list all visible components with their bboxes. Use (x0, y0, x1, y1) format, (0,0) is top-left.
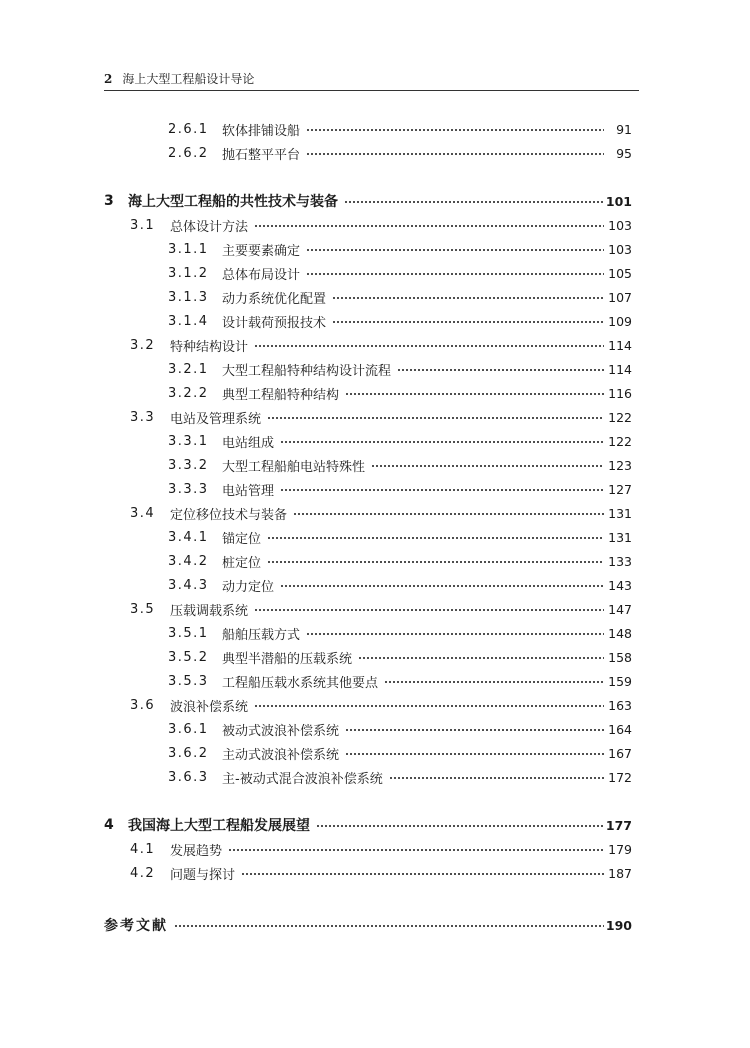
toc-entry[interactable] (130, 863, 632, 883)
dot-leader (254, 705, 604, 707)
dot-leader (344, 201, 604, 203)
toc-entry[interactable] (104, 915, 632, 935)
toc-entry-page: 105 (608, 265, 632, 281)
toc-entry-page: 187 (608, 865, 632, 881)
toc-entry[interactable] (130, 335, 632, 355)
toc-entry-title: 海上大型工程船的共性技术与装备 (128, 194, 338, 210)
toc-entry-title: 抛石整平平台 (222, 147, 301, 163)
toc-entry-title: 压载调载系统 (170, 603, 249, 619)
toc-entry-page: 172 (608, 769, 632, 785)
toc-entry-page: 190 (605, 917, 632, 933)
toc-entry-page: 122 (608, 409, 632, 425)
toc-entry-number: 3.3.3 (168, 481, 209, 497)
dot-leader (306, 633, 604, 635)
toc-entry[interactable] (130, 599, 632, 619)
toc-entry[interactable] (168, 455, 632, 475)
toc-entry[interactable] (168, 551, 632, 571)
toc-entry-number: 4.1 (130, 841, 156, 857)
toc-entry-number: 4.2 (130, 865, 156, 881)
toc-entry-title: 被动式波浪补偿系统 (222, 723, 340, 739)
dot-leader (293, 513, 604, 515)
toc-entry-number: 3.6.3 (168, 769, 209, 785)
toc-entry-page: 131 (608, 529, 632, 545)
dot-leader (345, 393, 604, 395)
toc-entry-title: 我国海上大型工程船发展展望 (128, 818, 310, 834)
toc-entry-title: 动力定位 (222, 579, 275, 595)
dot-leader (306, 129, 604, 131)
dot-leader (267, 561, 604, 563)
toc-entry[interactable] (104, 191, 632, 211)
toc-entry-page: 133 (608, 553, 632, 569)
dot-leader (280, 489, 604, 491)
dot-leader (345, 729, 604, 731)
dot-leader (228, 849, 604, 851)
toc-entry[interactable] (130, 503, 632, 523)
toc-entry-title: 特种结构设计 (170, 339, 249, 355)
dot-leader (241, 873, 604, 875)
toc-entry-title: 电站组成 (222, 435, 275, 451)
toc-entry[interactable] (130, 215, 632, 235)
header-book-title: 海上大型工程船设计导论 (122, 72, 255, 86)
toc-entry-number: 4 (104, 817, 114, 833)
dot-leader (254, 609, 604, 611)
toc-entry-page: 147 (608, 601, 632, 617)
toc-entry-number: 3.4.1 (168, 529, 209, 545)
toc-entry-page: 114 (608, 337, 632, 353)
toc-entry-page: 103 (608, 241, 632, 257)
toc-entry[interactable] (168, 143, 632, 163)
toc-entry-title: 锚定位 (222, 531, 262, 547)
dot-leader (332, 297, 604, 299)
toc-entry-page: 159 (608, 673, 632, 689)
toc-entry-number: 3.6.1 (168, 721, 209, 737)
toc-entry-title: 电站及管理系统 (170, 411, 262, 427)
dot-leader (306, 273, 604, 275)
toc-entry-title: 桩定位 (222, 555, 262, 571)
toc-entry-number: 3.5.2 (168, 649, 209, 665)
toc-entry[interactable] (104, 815, 632, 835)
toc-entry-title: 动力系统优化配置 (222, 291, 327, 307)
toc-entry-page: 101 (605, 193, 632, 209)
toc-entry-number: 2.6.1 (168, 121, 209, 137)
running-header (104, 70, 639, 91)
dot-leader (384, 681, 604, 683)
toc-entry-title: 典型半潜船的压载系统 (222, 651, 353, 667)
dot-leader (254, 225, 604, 227)
toc-entry[interactable] (130, 407, 632, 427)
toc-entry-page: 123 (608, 457, 632, 473)
toc-entry-page: 107 (608, 289, 632, 305)
toc-entry-number: 3.1.1 (168, 241, 209, 257)
toc-entry-title: 大型工程船舶电站特殊性 (222, 459, 366, 475)
toc-entry-page: 91 (616, 121, 632, 137)
toc-entry-page: 127 (608, 481, 632, 497)
toc-entry-title: 主动式波浪补偿系统 (222, 747, 340, 763)
dot-leader (306, 153, 604, 155)
toc-entry[interactable] (168, 431, 632, 451)
dot-leader (397, 369, 604, 371)
toc-entry[interactable] (168, 671, 632, 691)
toc-entry-number: 3.5 (130, 601, 156, 617)
toc-entry-number: 3.4 (130, 505, 156, 521)
toc-entry-page: 143 (608, 577, 632, 593)
toc-entry[interactable] (168, 479, 632, 499)
toc-entry-number: 3.5.1 (168, 625, 209, 641)
toc-entry-number: 3.4.3 (168, 577, 209, 593)
toc-entry-number: 3.3.1 (168, 433, 209, 449)
toc-entry-title: 主-被动式混合波浪补偿系统 (222, 771, 383, 787)
toc-entry-number: 3.6.2 (168, 745, 209, 761)
toc-entry-number: 3.1 (130, 217, 156, 233)
toc-entry-page: 164 (608, 721, 632, 737)
dot-leader (358, 657, 604, 659)
toc-entry[interactable] (168, 647, 632, 667)
toc-entry-title: 发展趋势 (170, 843, 223, 859)
toc-entry-page: 116 (608, 385, 632, 401)
dot-leader (280, 585, 604, 587)
toc-entry-page: 177 (605, 817, 632, 833)
toc-entry-number: 3.2 (130, 337, 156, 353)
toc-entry[interactable] (168, 719, 632, 739)
toc-entry-title: 参考文献 (104, 918, 168, 934)
toc-entry[interactable] (168, 383, 632, 403)
toc-entry-number: 3 (104, 193, 114, 209)
toc-entry-title: 总体布局设计 (222, 267, 301, 283)
dot-leader (306, 249, 604, 251)
toc-entry-number: 3.6 (130, 697, 156, 713)
dot-leader (332, 321, 604, 323)
toc-entry[interactable] (168, 239, 632, 259)
toc-entry-page: 148 (608, 625, 632, 641)
toc-entry-page: 131 (608, 505, 632, 521)
toc-entry-page: 167 (608, 745, 632, 761)
toc-entry-number: 3.3.2 (168, 457, 209, 473)
toc-entry[interactable] (168, 623, 632, 643)
toc-entry[interactable] (168, 527, 632, 547)
dot-leader (389, 777, 604, 779)
toc-entry-title: 主要要素确定 (222, 243, 301, 259)
toc-entry[interactable] (168, 575, 632, 595)
toc-entry[interactable] (168, 767, 632, 787)
toc-entry-title: 波浪补偿系统 (170, 699, 249, 715)
toc-entry-number: 3.4.2 (168, 553, 209, 569)
toc-entry-page: 103 (608, 217, 632, 233)
toc-entry-title: 定位移位技术与装备 (170, 507, 288, 523)
toc-entry[interactable] (168, 743, 632, 763)
toc-entry-title: 典型工程船特种结构 (222, 387, 340, 403)
toc-entry-page: 163 (608, 697, 632, 713)
dot-leader (345, 753, 604, 755)
dot-leader (267, 417, 604, 419)
toc-entry-title: 设计载荷预报技术 (222, 315, 327, 331)
toc-entry-number: 3.1.2 (168, 265, 209, 281)
dot-leader (267, 537, 604, 539)
toc-entry-number: 2.6.2 (168, 145, 209, 161)
toc-entry-title: 软体排铺设船 (222, 123, 301, 139)
dot-leader (316, 825, 604, 827)
toc-entry[interactable] (168, 119, 632, 139)
toc-entry-title: 电站管理 (222, 483, 275, 499)
toc-entry-page: 179 (608, 841, 632, 857)
toc-entry-title: 大型工程船特种结构设计流程 (222, 363, 392, 379)
toc-entry[interactable] (130, 695, 632, 715)
toc-entry-number: 3.2.1 (168, 361, 209, 377)
toc-entry[interactable] (130, 839, 632, 859)
toc-entry-number: 3.5.3 (168, 673, 209, 689)
toc-entry-number: 3.1.4 (168, 313, 209, 329)
dot-leader (371, 465, 604, 467)
header-page-number: 2 (104, 72, 113, 86)
toc-entry-page: 109 (608, 313, 632, 329)
dot-leader (174, 925, 604, 927)
toc-entry-number: 3.1.3 (168, 289, 209, 305)
toc-entry-title: 总体设计方法 (170, 219, 249, 235)
toc-entry-title: 工程船压载水系统其他要点 (222, 675, 379, 691)
toc-entry[interactable] (168, 263, 632, 283)
toc-entry-number: 3.2.2 (168, 385, 209, 401)
toc-entry[interactable] (168, 359, 632, 379)
toc-entry-page: 158 (608, 649, 632, 665)
dot-leader (254, 345, 604, 347)
toc-entry-title: 船舶压载方式 (222, 627, 301, 643)
toc-entry-title: 问题与探讨 (170, 867, 236, 883)
toc-entry-page: 95 (616, 145, 632, 161)
toc-entry[interactable] (168, 287, 632, 307)
dot-leader (280, 441, 604, 443)
toc-entry-number: 3.3 (130, 409, 156, 425)
toc-entry-page: 114 (608, 361, 632, 377)
toc-entry[interactable] (168, 311, 632, 331)
toc-entry-page: 122 (608, 433, 632, 449)
